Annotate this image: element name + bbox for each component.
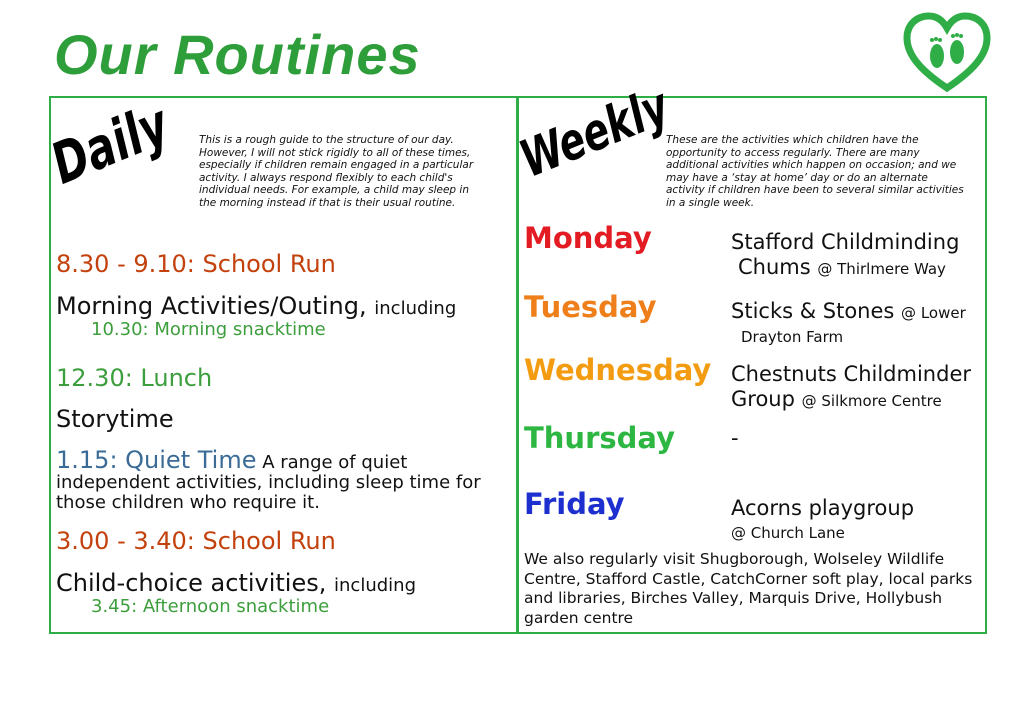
activity-wednesday-line1: Chestnuts Childminder [731, 362, 971, 386]
activity-wednesday [731, 362, 971, 414]
activity-tuesday-location: @ Lower [901, 304, 966, 322]
weekly-intro: These are the activities which children have the opportunity to access regularly. There are many additional activities which happen on occasion; and we may have a ‘stay at home’ day or do an alternate activity if children have been to several similar activities in a single week. [666, 134, 964, 209]
daily-heading: Daily [42, 90, 178, 197]
activity-friday-line1: Acorns playgroup [731, 496, 915, 520]
activity-friday [731, 496, 914, 546]
daily-intro: This is a rough guide to the structure of our day. However, I will not stick rigidly to all of these times, especially if children remain engaged in a particular activity. I always respond flexibly to each child's individual needs. For example, a child may sleep in the morning instead if that is their usual routine. [199, 134, 474, 209]
activity-monday-location: @ Thirlmere Way [817, 260, 946, 278]
quiet-time [56, 446, 506, 513]
weekly-panel [511, 76, 987, 634]
storytime: Storytime [56, 405, 174, 433]
morning-including: including [374, 298, 457, 319]
activity-tuesday-line1: Sticks & Stones [731, 299, 895, 323]
day-monday: Monday [524, 221, 652, 255]
school-run-pm: 3.00 - 3.40: School Run [56, 527, 336, 555]
activity-friday-location: @ Church Lane [731, 524, 845, 542]
lunch: 12.30: Lunch [56, 364, 213, 392]
weekly-note: We also regularly visit Shugborough, Wolseley Wildlife Centre, Stafford Castle, CatchCorner soft play, local parks and libraries, Birches Valley, Marquis Drive, Hollybush garden centre [524, 550, 973, 627]
activity-monday [731, 230, 959, 282]
child-choice-label: Child-choice activities, [56, 569, 327, 597]
heart-footprints-icon [903, 12, 991, 94]
child-including: including [334, 575, 416, 596]
day-tuesday: Tuesday [524, 290, 657, 324]
activity-tuesday [731, 299, 966, 348]
day-thursday: Thursday [524, 421, 675, 455]
morning-snack: 10.30: Morning snacktime [91, 319, 326, 340]
daily-panel [42, 90, 519, 634]
day-friday: Friday [524, 487, 625, 521]
quiet-time-label: 1.15: Quiet Time [56, 446, 257, 474]
afternoon-snack: 3.45: Afternoon snacktime [91, 596, 330, 617]
activity-monday-line1: Stafford Childminding [731, 230, 960, 254]
weekly-heading: Weekly [511, 76, 677, 189]
activity-wednesday-line2: Group [731, 387, 795, 411]
day-wednesday: Wednesday [524, 353, 712, 387]
quiet-time-desc: A range of quiet independent activities, including sleep time for those children who require it. [56, 452, 481, 513]
school-run-am: 8.30 - 9.10: School Run [56, 250, 336, 278]
activity-tuesday-location-line2: Drayton Farm [741, 328, 844, 346]
activity-monday-line2: Chums [738, 255, 811, 279]
activity-thursday: - [731, 426, 739, 450]
activity-wednesday-location: @ Silkmore Centre [801, 392, 942, 410]
morning-activities-label: Morning Activities/Outing, [56, 292, 367, 320]
page-title: Our Routines [54, 23, 421, 86]
